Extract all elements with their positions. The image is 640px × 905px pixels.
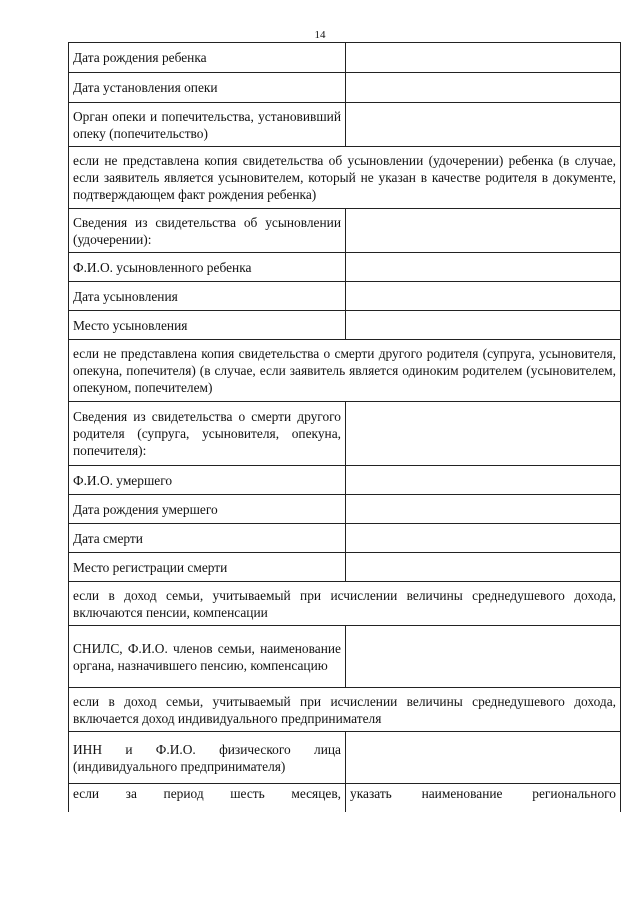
death-certificate-field[interactable] <box>346 402 621 466</box>
table-row <box>69 209 621 253</box>
pension-condition-note: если в доход семьи, учитываемый при исчислении величины среднедушевого дохода, включаются пенсии, компенсации <box>69 582 621 626</box>
death-registration-place-field[interactable] <box>346 553 621 582</box>
guardianship-authority-label: Орган опеки и попечительства, установивший опеку (попечительство) <box>69 103 346 147</box>
deceased-name-label: Ф.И.О. умершего <box>69 466 346 495</box>
six-months-condition-label: если за период шесть месяцев, <box>69 784 346 812</box>
table-row <box>69 582 621 626</box>
table-row <box>69 340 621 402</box>
six-months-instruction-text: указать наименование регионального <box>346 784 621 812</box>
death-condition-note: если не представлена копия свидетельства о смерти другого родителя (супруга, усыновителя, опекуна, попечителя) (в случае, если заявитель является одиноким родителем (усыновителем, опекуном, попечителем) <box>69 340 621 402</box>
deceased-name-field[interactable] <box>346 466 621 495</box>
deceased-birth-date-label: Дата рождения умершего <box>69 495 346 524</box>
adoption-certificate-field[interactable] <box>346 209 621 253</box>
snils-members-field[interactable] <box>346 626 621 688</box>
table-row <box>69 73 621 103</box>
adoption-certificate-label: Сведения из свидетельства об усыновлении (удочерении): <box>69 209 346 253</box>
table-row <box>69 311 621 340</box>
table-row <box>69 282 621 311</box>
guardianship-date-field[interactable] <box>346 73 621 103</box>
death-date-field[interactable] <box>346 524 621 553</box>
table-row <box>69 147 621 209</box>
table-row <box>69 43 621 73</box>
table-row <box>69 553 621 582</box>
adoption-date-field[interactable] <box>346 282 621 311</box>
adoption-place-label: Место усыновления <box>69 311 346 340</box>
adopted-child-name-field[interactable] <box>346 253 621 282</box>
page-number: 14 <box>314 29 326 41</box>
table-row <box>69 103 621 147</box>
adoption-date-label: Дата усыновления <box>69 282 346 311</box>
entrepreneur-condition-note: если в доход семьи, учитываемый при исчислении величины среднедушевого дохода, включается доход индивидуального предпринимателя <box>69 688 621 732</box>
table-row <box>69 466 621 495</box>
child-birth-date-label: Дата рождения ребенка <box>69 43 346 73</box>
guardianship-date-label: Дата установления опеки <box>69 73 346 103</box>
death-registration-place-label: Место регистрации смерти <box>69 553 346 582</box>
snils-members-label: СНИЛС, Ф.И.О. членов семьи, наименование органа, назначившего пенсию, компенсацию <box>69 626 346 688</box>
table-row <box>69 495 621 524</box>
deceased-birth-date-field[interactable] <box>346 495 621 524</box>
adopted-child-name-label: Ф.И.О. усыновленного ребенка <box>69 253 346 282</box>
adoption-place-field[interactable] <box>346 311 621 340</box>
table-row <box>69 626 621 688</box>
application-form-table <box>68 42 621 812</box>
table-row <box>69 784 621 812</box>
table-row <box>69 524 621 553</box>
guardianship-authority-field[interactable] <box>346 103 621 147</box>
table-row <box>69 688 621 732</box>
table-row <box>69 402 621 466</box>
death-date-label: Дата смерти <box>69 524 346 553</box>
table-row <box>69 732 621 784</box>
adoption-condition-note: если не представлена копия свидетельства об усыновлении (удочерении) ребенка (в случае, если заявитель является усыновителем, который не указан в качестве родителя в документе, подтверждающем факт рождения ребенка) <box>69 147 621 209</box>
death-certificate-label: Сведения из свидетельства о смерти другого родителя (супруга, усыновителя, опекуна, попечителя): <box>69 402 346 466</box>
inn-entrepreneur-label: ИНН и Ф.И.О. физического лица (индивидуального предпринимателя) <box>69 732 346 784</box>
inn-entrepreneur-field[interactable] <box>346 732 621 784</box>
child-birth-date-field[interactable] <box>346 43 621 73</box>
table-row <box>69 253 621 282</box>
